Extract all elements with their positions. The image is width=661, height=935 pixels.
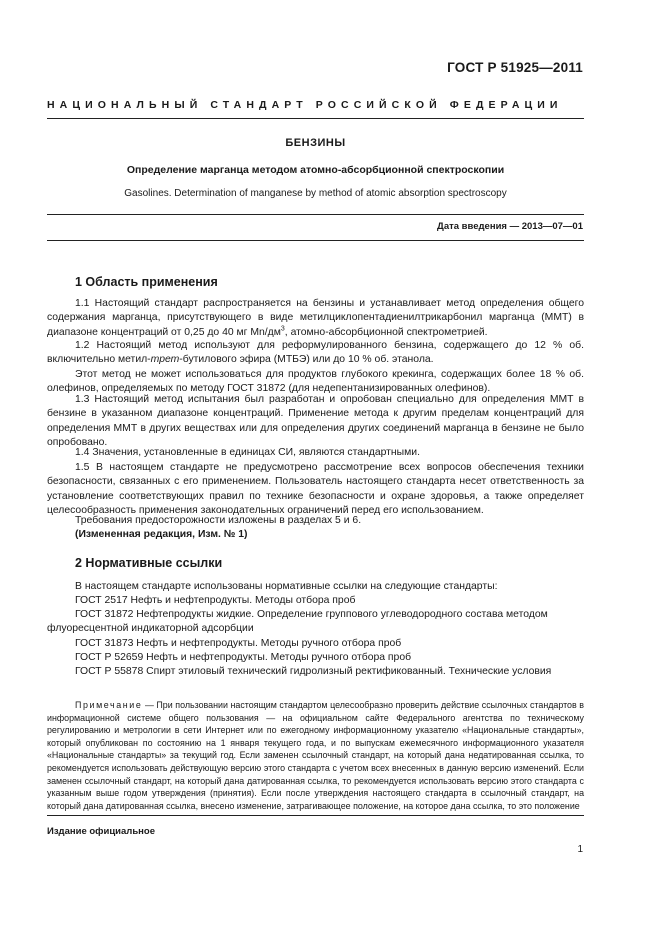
paragraph-precautions: Требования предосторожности изложены в разделах 5 и 6. <box>75 515 362 526</box>
amendment-note: (Измененная редакция, Изм. № 1) <box>75 529 248 540</box>
reference-item: ГОСТ Р 52659 Нефть и нефтепродукты. Методы ручного отбора проб <box>75 651 412 663</box>
reference-item-continuation: флуоресцентной индикаторной адсорбции <box>47 623 254 635</box>
paragraph-1-4: 1.4 Значения, установленные в единицах СИ, являются стандартными. <box>75 447 420 458</box>
standard-code: ГОСТ Р 51925—2011 <box>447 60 583 75</box>
official-edition-label: Издание официальное <box>47 826 155 837</box>
reference-item: ГОСТ 2517 Нефть и нефтепродукты. Методы отбора проб <box>75 595 356 606</box>
references-intro: В настоящем стандарте использованы нормативные ссылки на следующие стандарты: <box>75 581 498 592</box>
divider <box>47 214 584 215</box>
reference-item: ГОСТ Р 55878 Спирт этиловый технический гидролизный ректификованный. Технические условия <box>75 666 552 678</box>
footer-divider <box>47 815 584 816</box>
references-list <box>47 594 584 679</box>
national-standard-heading: НАЦИОНАЛЬНЫЙ СТАНДАРТ РОССИЙСКОЙ ФЕДЕРАЦИИ <box>47 99 563 111</box>
reference-item: ГОСТ 31872 Нефтепродукты жидкие. Определение группового углеводородного состава методом <box>75 609 548 621</box>
document-subtitle: Определение марганца методом атомно-абсорбционной спектроскопии <box>126 164 505 176</box>
introduction-date: Дата введения — 2013—07—01 <box>437 221 583 232</box>
paragraph-1-2-note: Этот метод не может использоваться для продуктов глубокого крекинга, содержащих более 18 % об. олефинов, определяемых по методу ГОСТ 31872 (для недепентанизированных олефинов). <box>47 369 584 395</box>
references-note: Примечание — При пользовании настоящим стандартом целесообразно проверить действие ссылочных стандартов в информационной системе общего пользования — на официальном сайте Федерального агентства по техническому регулированию и метрологии в сети Интернет или по ежегодному информационному указателю «Национальные стандарты», который опубликован по состоянию на 1 января текущего года, и по выпускам ежемесячного информационного указателя «Национальные стандарты» за текущий год. Если заменен ссылочный стандарт, на который дана недатированная ссылка, то рекомендуется использовать действующую версию этого стандарта с учетом всех внесенных в данную версию изменений. Если заменен ссылочный стандарт, на который дана датированная ссылка, то рекомендуется использовать версию этого стандарта с указанным выше годом утверждения (принятия). Если после утверждения настоящего стандарта в ссылочный стандарт, на который дана датированная ссылка, внесено изменение, затрагивающее положение, на которое дана ссылка, то это положение <box>47 700 584 811</box>
paragraph-1-2: 1.2 Настоящий метод используют для реформулированного бензина, содержащего до 12 % об. включительно метил-трет-бутилового эфира (МТБЭ) или до 10 % об. этанола. <box>47 340 584 366</box>
section-2-heading: 2 Нормативные ссылки <box>75 556 223 570</box>
document-title: БЕНЗИНЫ <box>285 137 346 149</box>
section-1-heading: 1 Область применения <box>75 275 218 289</box>
divider <box>47 118 584 119</box>
reference-item: ГОСТ 31873 Нефть и нефтепродукты. Методы ручного отбора проб <box>75 637 402 649</box>
divider <box>47 240 584 241</box>
document-title-english: Gasolines. Determination of manganese by method of atomic absorption spectroscopy <box>124 188 507 199</box>
paragraph-1-5: 1.5 В настоящем стандарте не предусмотрено рассмотрение всех вопросов обеспечения техники безопасности, связанных с его применением. Пользователь настоящего стандарта несет ответственность за установление соответствующих правил по технике безопасности и охране здоровья, а также определяет целесообразность применения законодательных ограничений перед его использованием. <box>47 462 584 517</box>
page-number: 1 <box>577 844 583 855</box>
paragraph-1-3: 1.3 Настоящий метод испытания был разработан и опробован специально для определения ММТ в бензине в указанном диапазоне концентраций. Применение метода к другим пределам концентраций для определения ММТ в других веществах или для определения других соединений марганца в бензине не было опробовано. <box>47 394 584 449</box>
paragraph-1-1: 1.1 Настоящий стандарт распространяется на бензины и устанавливает метод определения общего содержания марганца, присутствующего в виде метилциклопентадиенилтрикарбонил марганца (ММТ) в диапазоне концентраций от 0,25 до 40 мг $Mn/дм^3$, атомно-абсорбционной спектрометрией. <box>47 298 584 338</box>
